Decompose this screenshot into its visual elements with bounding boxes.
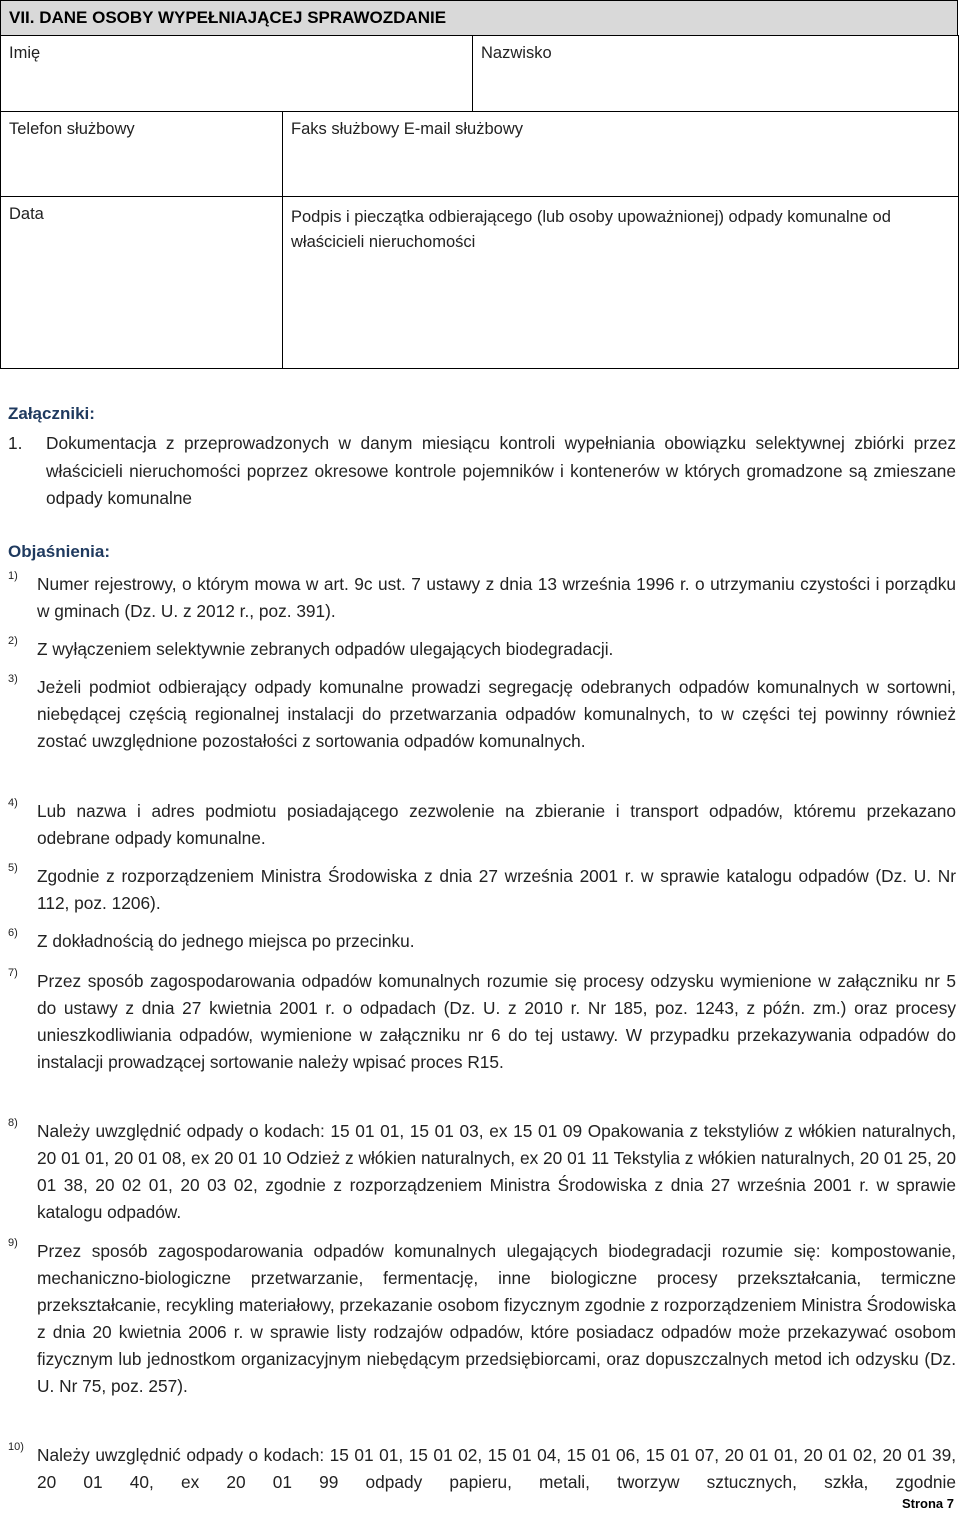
footnote-text: Z dokładnością do jednego miejsca po przecinku. (37, 931, 415, 951)
footnote-text: Należy uwzględnić odpady o kodach: 15 01 01, 15 01 03, ex 15 01 09 Opakowania z tekstyliów z włókien naturalnych, 20 01 01, 20 01 08, ex 20 01 10 Odzież z włókien naturalnych, ex 20 01 11 Tekstylia z włókien naturalnych, 20 01 25, 20 01 38, 20 02 01, 20 03 02, zgodnie z rozporządzeniem Ministra Środowiska z dnia 27 września 2001 r. w sprawie katalogu odpadów. (37, 1121, 956, 1222)
section-title: VII. DANE OSOBY WYPEŁNIAJĄCEJ SPRAWOZDANIE (0, 0, 958, 36)
footnote-mark: 9) (8, 1237, 18, 1249)
footnote-mark: 5) (8, 862, 18, 874)
footnote-text: Jeżeli podmiot odbierający odpady komunalne prowadzi segregację odebranych odpadów komunalnych w sortowni, niebędącej częścią regionalnej instalacji do przetwarzania odpadów komunalnych, to w części tej powinny również zostać uwzględnione pozostałości z sortowania odpadów komunalnych. (37, 677, 956, 751)
footnote-5 (8, 863, 956, 917)
phone-field[interactable] (1, 112, 283, 197)
attachments-title: Załączniki: (8, 404, 95, 423)
footnote-text: Przez sposób zagospodarowania odpadów komunalnych rozumie się procesy odzysku wymienione w załączniku nr 5 do ustawy z dnia 27 kwietnia 2001 r. o odpadach (Dz. U. z 2010 r. Nr 185, poz. 1243, z późn. zm.) oraz procesy unieszkodliwiania odpadów, wymienione w załączniku nr 6 do tej ustawy. W przypadku przekazywania odpadów do instalacji prowadzącej sortowanie należy wpisać proces R15. (37, 971, 956, 1072)
footnote-4 (8, 798, 956, 852)
fax-email-label: Faks służbowy E-mail służbowy (291, 120, 523, 138)
footnote-mark: 8) (8, 1117, 18, 1129)
footnote-mark: 10) (8, 1441, 24, 1453)
footnote-text: Należy uwzględnić odpady o kodach: 15 01 01, 15 01 02, 15 01 04, 15 01 06, 15 01 07, 20 01 01, 20 01 02, 20 01 39, 20 01 40, ex 20 01 99 odpady papieru, metali, tworzyw sztucznych, szkła, zgodnie (37, 1445, 956, 1492)
signature-field[interactable] (283, 197, 959, 369)
footnote-text: Z wyłączeniem selektywnie zebranych odpadów ulegających biodegradacji. (37, 639, 614, 659)
page-number: Strona 7 (901, 1496, 954, 1511)
date-label: Data (9, 205, 44, 223)
footnote-9 (8, 1238, 956, 1400)
footnote-10 (8, 1442, 956, 1496)
footnote-mark: 4) (8, 797, 18, 809)
footnote-7 (8, 968, 956, 1076)
date-field[interactable] (1, 197, 283, 369)
footnote-2 (8, 636, 956, 663)
signature-label: Podpis i pieczątka odbierającego (lub osoby upoważnionej) odpady komunalne od właścicieli nieruchomości (291, 208, 891, 251)
person-data-table (0, 35, 959, 369)
explanations-title: Objaśnienia: (8, 542, 111, 561)
footnote-6 (8, 928, 956, 955)
footnote-text: Lub nazwa i adres podmiotu posiadającego zezwolenie na zbieranie i transport odpadów, któremu przekazano odebrane odpady komunalne. (37, 801, 956, 848)
attachment-number: 1. (8, 433, 23, 453)
fax-email-field[interactable] (283, 112, 959, 197)
footnote-mark: 2) (8, 635, 18, 647)
footnote-text: Numer rejestrowy, o którym mowa w art. 9c ust. 7 ustawy z dnia 13 września 1996 r. o utrzymaniu czystości i porządku w gminach (Dz. U. z 2012 r., poz. 391). (37, 574, 956, 621)
first-name-field[interactable] (1, 36, 473, 112)
footnote-1 (8, 571, 956, 625)
footnote-8 (8, 1118, 956, 1226)
footnote-text: Zgodnie z rozporządzeniem Ministra Środowiska z dnia 27 września 2001 r. w sprawie katalogu odpadów (Dz. U. Nr 112, poz. 1206). (37, 866, 956, 913)
attachment-text: Dokumentacja z przeprowadzonych w danym miesiącu kontroli wypełniania obowiązku selektywnej zbiórki przez właścicieli nieruchomości poprzez okresowe kontrole pojemników i kontenerów w których gromadzone są zmieszane odpady komunalne (46, 433, 956, 508)
footnote-text: Przez sposób zagospodarowania odpadów komunalnych ulegających biodegradacji rozumie się: kompostowanie, mechaniczno-biologiczne przetwarzanie, fermentację, inne biologiczne procesy przekształcania, termiczne przekształcanie, recykling materiałowy, przekazanie osobom fizycznym zgodnie z rozporządzeniem Ministra Środowiska z dnia 20 kwietnia 2006 r. w sprawie listy rodzajów odpadów, które posiadacz odpadów może przekazywać osobom fizycznym lub jednostkom organizacyjnym niebędącym przedsiębiorcami, oraz dopuszczalnych metod ich odzysku (Dz. U. Nr 75, poz. 257). (37, 1241, 956, 1396)
footnote-mark: 1) (8, 570, 18, 582)
footnote-mark: 7) (8, 967, 18, 979)
footnote-mark: 6) (8, 927, 18, 939)
attachment-item (8, 430, 956, 513)
last-name-field[interactable] (473, 36, 959, 112)
footnote-mark: 3) (8, 673, 18, 685)
last-name-label: Nazwisko (481, 44, 552, 62)
footnote-3 (8, 674, 956, 755)
phone-label: Telefon służbowy (9, 120, 135, 138)
first-name-label: Imię (9, 44, 41, 62)
